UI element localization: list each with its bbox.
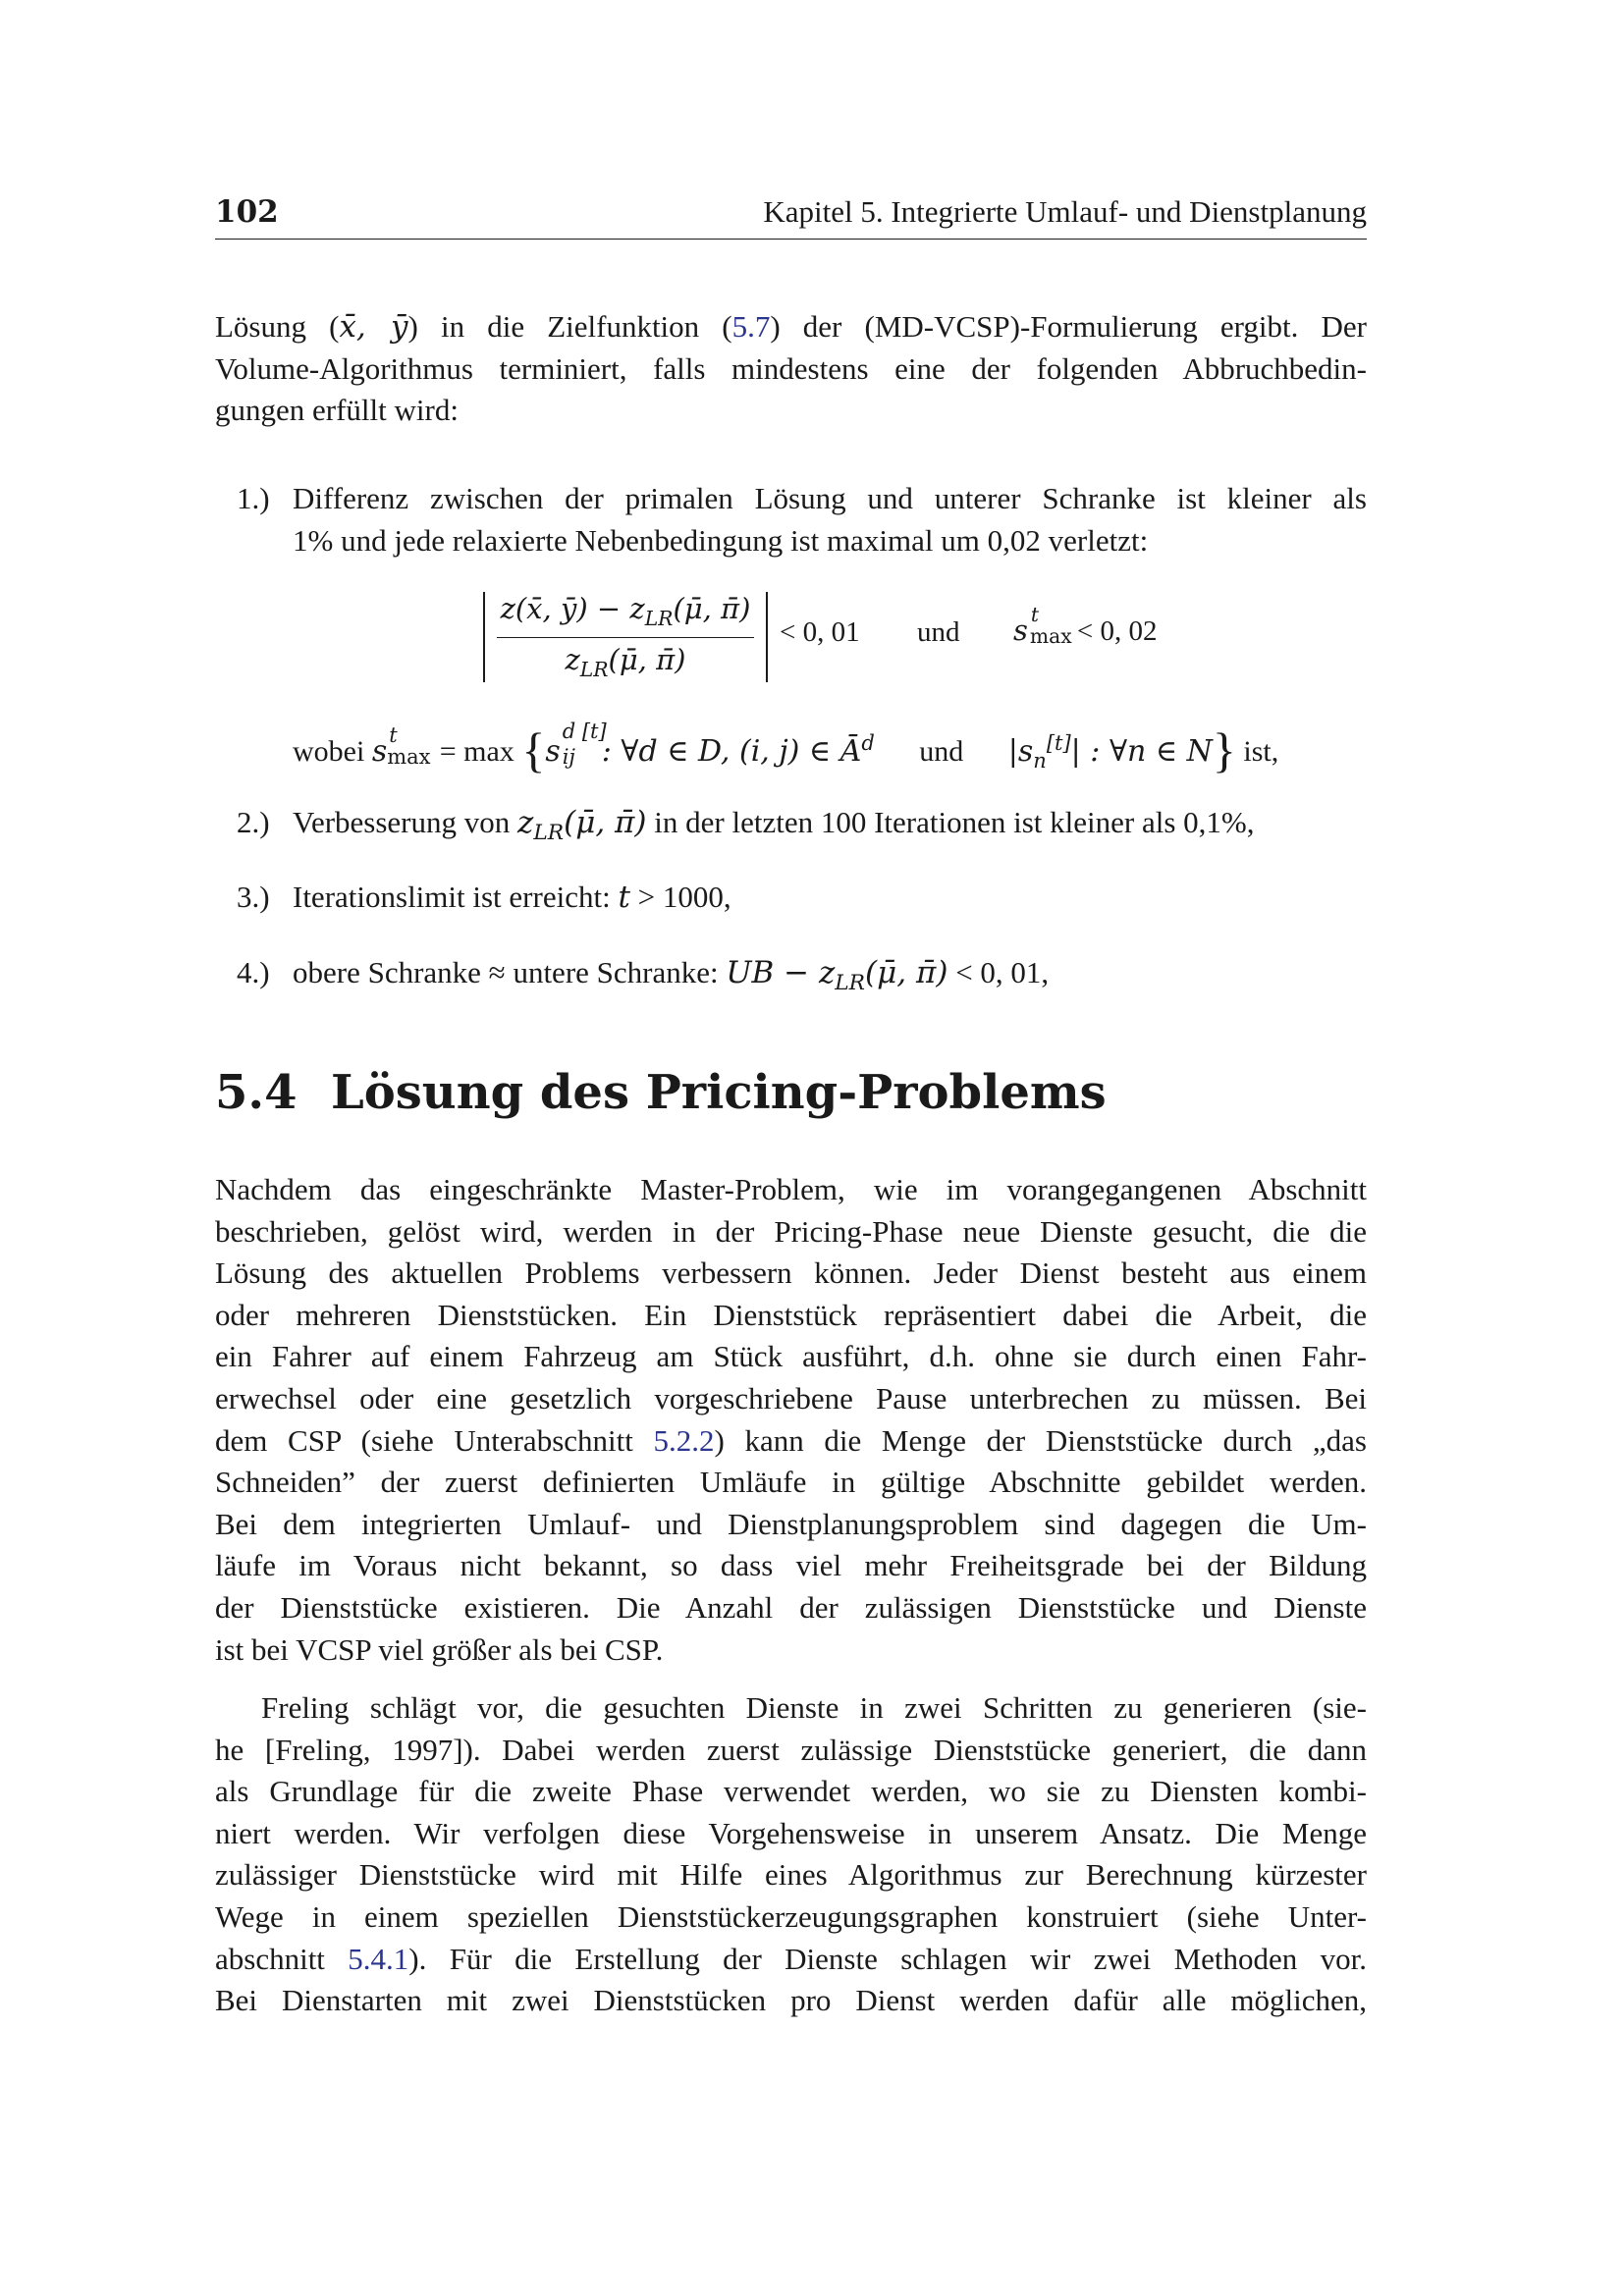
paragraph-line: erwechsel oder eine gesetzlich vorgeschriebene Pause unterbrechen zu müssen. Bei <box>215 1380 1367 1415</box>
section-title: Lösung des Pricing-Problems <box>331 1065 1107 1120</box>
condition-label: 2.) <box>237 805 270 839</box>
smax-expression: s t max < 0, 02 <box>1013 603 1158 648</box>
condition-label: 3.) <box>237 880 270 914</box>
chapter-title: Kapitel 5. Integrierte Umlauf- und Dienstplanung <box>763 194 1367 229</box>
intro-text: Lösung ( <box>215 309 340 344</box>
paragraph-line: Lösung des aktuellen Problems verbessern können. Jeder Dienst besteht aus einem <box>215 1255 1367 1291</box>
formula-lead-text: wobei <box>293 735 365 768</box>
paragraph-line: Bei dem integrierten Umlauf- und Dienstplanungsproblem sind dagegen die Um- <box>215 1506 1367 1541</box>
paragraph-line: Schneiden” der zuerst definierten Umläufe in gültige Abschnitte gebildet werden. <box>215 1465 1367 1500</box>
math-xy: x̄, ȳ <box>339 309 408 345</box>
condition-item-2 <box>237 802 1367 845</box>
right-brace: } <box>1212 722 1236 777</box>
subsection-reference-link[interactable]: 5.4.1 <box>348 1941 409 1976</box>
paragraph-line: oder mehreren Dienststücken. Ein Dienststück repräsentiert dabei die Arbeit, die <box>215 1297 1367 1332</box>
condition-item-3 <box>237 877 1367 920</box>
paragraph-line: beschrieben, gelöst wird, werden in der Pricing-Phase neue Dienste gesucht, die die <box>215 1213 1367 1249</box>
condition-label: 1.) <box>237 481 270 515</box>
condition-body: obere Schranke ≈ untere Schranke: UB − $z_{LR}(\mū$, π̄) < 0, 01, <box>293 955 1050 996</box>
fraction-denominator: $z_{LR}(\mū$, π̄) <box>565 643 686 681</box>
formula-trail-text: ist, <box>1243 735 1279 768</box>
section-heading <box>215 1065 1107 1120</box>
paragraph-1 <box>215 1169 1367 1671</box>
condition-body: Iterationslimit ist erreicht: t > 1000, <box>293 880 731 915</box>
max-operator: = max <box>439 735 514 768</box>
fraction-bar <box>497 637 754 638</box>
condition-body: Verbesserung von $z_{LR}(\mū$, π̄) in der letzten 100 Iterationen ist kleiner als 0,1%, <box>293 805 1255 846</box>
condition-line: 1% und jede relaxierte Nebenbedingung ist maximal um 0,02 verletzt: <box>293 522 1149 558</box>
paragraph-line: Freling schlägt vor, die gesuchten Dienste in zwei Schritten zu generieren (sie- <box>261 1690 1367 1725</box>
intro-line-2: Volume-Algorithmus terminiert, falls mindestens eine der folgenden Abbruchbedin- <box>215 350 1367 386</box>
intro-line-1 <box>215 306 1367 348</box>
condition-item-4 <box>237 952 1367 995</box>
equation-reference-link[interactable]: 5.7 <box>731 309 771 344</box>
intro-text: ) in die Zielfunktion ( <box>407 309 732 344</box>
paragraph-line: dem CSP (siehe Unterabschnitt 5.2.2) kann die Menge der Dienststücke durch „das <box>215 1422 1367 1458</box>
paragraph-line: als Grundlage für die zweite Phase verwendet werden, wo sie zu Diensten kombi- <box>215 1774 1367 1809</box>
paragraph-line: Nachdem das eingeschränkte Master-Problem, wie im vorangegangenen Abschnitt <box>215 1172 1367 1206</box>
paragraph-line: der Dienststücke existieren. Die Anzahl der zulässigen Dienststücke und Dienste <box>215 1589 1367 1625</box>
subsection-reference-link[interactable]: 5.2.2 <box>653 1422 715 1458</box>
paragraph-line: ist bei VCSP viel größer als bei CSP. <box>215 1631 664 1667</box>
condition-body <box>293 478 1367 561</box>
intro-paragraph <box>215 306 1367 432</box>
intro-line-3: gungen erfüllt wird: <box>215 393 459 428</box>
paragraph-line: ein Fahrer auf einem Fahrzeug am Stück ausführt, d.h. ohne sie durch einen Fahr- <box>215 1339 1367 1374</box>
paragraph-line: Bei Dienstarten mit zwei Dienststücken pro Dienst werden dafür alle möglichen, <box>215 1983 1367 2018</box>
fraction-numerator: z(x̄, ȳ) − $z_{LR}(\mū$, π̄) <box>500 592 751 630</box>
page-number: 102 <box>215 194 279 230</box>
header-rule <box>215 239 1367 240</box>
smax-definition: wobei s t max = max {s d [t] ij : ∀d ∈ D, (i, j) ∈ $Ā^d$ und $|s_n[t]|$ : ∀n ∈ N} ist, <box>293 720 1279 777</box>
formula-rhs: < 0, 01 <box>780 616 860 648</box>
left-brace: { <box>521 722 546 777</box>
condition-label: 4.) <box>237 955 270 989</box>
condition-item-1 <box>237 478 1367 566</box>
paragraph-line: läufe im Voraus nicht bekannt, so dass viel mehr Freiheitsgrade bei der Bildung <box>215 1548 1367 1583</box>
condition-line: Differenz zwischen der primalen Lösung und unterer Schranke ist kleiner als <box>293 481 1367 515</box>
section-number: 5.4 <box>215 1065 298 1120</box>
paragraph-line: zulässiger Dienststücke wird mit Hilfe eines Algorithmus zur Berechnung kürzester <box>215 1857 1367 1893</box>
formula-and: und <box>919 735 964 768</box>
paragraph-line: abschnitt 5.4.1). Für die Erstellung der Dienste schlagen wir zwei Methoden vor. <box>215 1941 1368 1976</box>
paragraph-line: niert werden. Wir verfolgen diese Vorgehensweise in unserem Ansatz. Die Menge <box>215 1815 1367 1850</box>
paragraph-line: he [Freling, 1997]). Dabei werden zuerst zulässige Dienststücke generiert, die dann <box>215 1732 1367 1767</box>
formula-and: und <box>917 616 960 648</box>
paragraph-line: Wege in einem speziellen Dienststückerzeugungsgraphen konstruiert (siehe Unter- <box>215 1898 1367 1934</box>
paragraph-2 <box>215 1687 1367 2022</box>
absolute-value-fraction <box>483 592 768 682</box>
intro-text: ) der (MD-VCSP)-Formulierung ergibt. Der <box>770 309 1367 344</box>
